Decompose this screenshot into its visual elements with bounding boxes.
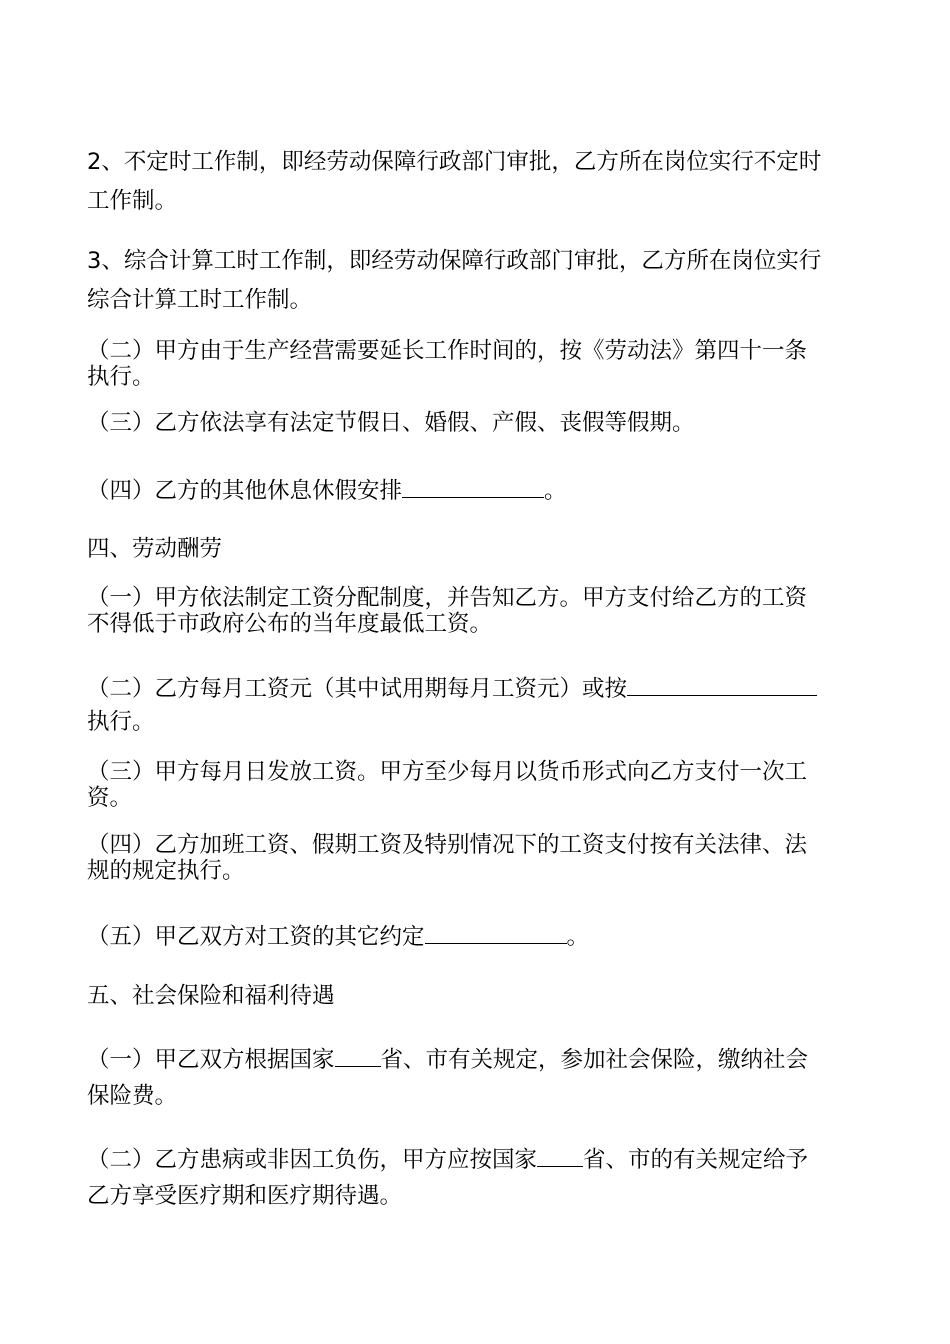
clause-3-line-1: 3、综合计算工时工作制，即经劳动保障行政部门审批，乙方所在岗位实行 — [87, 248, 822, 274]
social-insurance-text: （一）甲乙双方根据国家 — [87, 1047, 335, 1073]
medical-clause-line-1 — [87, 1146, 808, 1172]
medical-clause-text: （二）乙方患病或非因工负伤，甲方应按国家 — [87, 1147, 538, 1173]
medical-clause-line-2: 乙方享受医疗期和医疗期待遇。 — [87, 1183, 403, 1209]
holiday-clause: （三）乙方依法享有法定节假日、婚假、产假、丧假等假期。 — [87, 410, 695, 436]
fill-in-blank — [425, 923, 567, 944]
clause-3-line-2: 综合计算工时工作制。 — [87, 287, 313, 313]
other-leave-end: 。 — [544, 478, 567, 504]
fill-in-blank — [537, 1146, 583, 1167]
monthly-wage-text: （二）乙方每月工资元（其中试用期每月工资元）或按 — [87, 676, 628, 702]
overtime-clause-line-1: （二）甲方由于生产经营需要延长工作时间的，按《劳动法》第四十一条 — [87, 338, 808, 364]
other-wage-text: （五）甲乙双方对工资的其它约定 — [87, 924, 425, 950]
monthly-wage-line-2: 执行。 — [87, 709, 155, 735]
section-4-heading: 四、劳动酬劳 — [87, 536, 223, 562]
fill-in-blank — [627, 675, 817, 696]
monthly-wage-line-1 — [87, 675, 817, 701]
pay-day-line-2: 资。 — [87, 785, 133, 811]
clause-2-line-1: 2、不定时工作制，即经劳动保障行政部门审批，乙方所在岗位实行不定时 — [87, 149, 822, 175]
section-5-heading: 五、社会保险和福利待遇 — [87, 983, 335, 1009]
overtime-pay-line-1: （四）乙方加班工资、假期工资及特别情况下的工资支付按有关法律、法 — [87, 832, 808, 858]
medical-clause-text-2: 省、市的有关规定给予 — [583, 1147, 809, 1173]
other-wage-end: 。 — [566, 924, 590, 950]
other-leave-clause — [87, 477, 567, 503]
clause-2-line-2: 工作制。 — [87, 188, 178, 214]
other-wage-clause — [87, 923, 589, 949]
overtime-clause-line-2: 执行。 — [87, 364, 155, 390]
wage-system-line-1: （一）甲方依法制定工资分配制度，并告知乙方。甲方支付给乙方的工资 — [87, 585, 808, 611]
pay-day-line-1: （三）甲方每月日发放工资。甲方至少每月以货币形式向乙方支付一次工 — [87, 759, 808, 785]
social-insurance-line-2: 保险费。 — [87, 1083, 178, 1109]
fill-in-blank — [402, 477, 544, 498]
wage-system-line-2: 不得低于市政府公布的当年度最低工资。 — [87, 611, 493, 637]
social-insurance-line-1 — [87, 1046, 808, 1072]
social-insurance-text-2: 省、市有关规定，参加社会保险，缴纳社会 — [380, 1047, 809, 1073]
overtime-pay-line-2: 规的规定执行。 — [87, 858, 245, 884]
other-leave-text: （四）乙方的其他休息休假安排 — [87, 478, 403, 504]
fill-in-blank — [335, 1046, 381, 1067]
